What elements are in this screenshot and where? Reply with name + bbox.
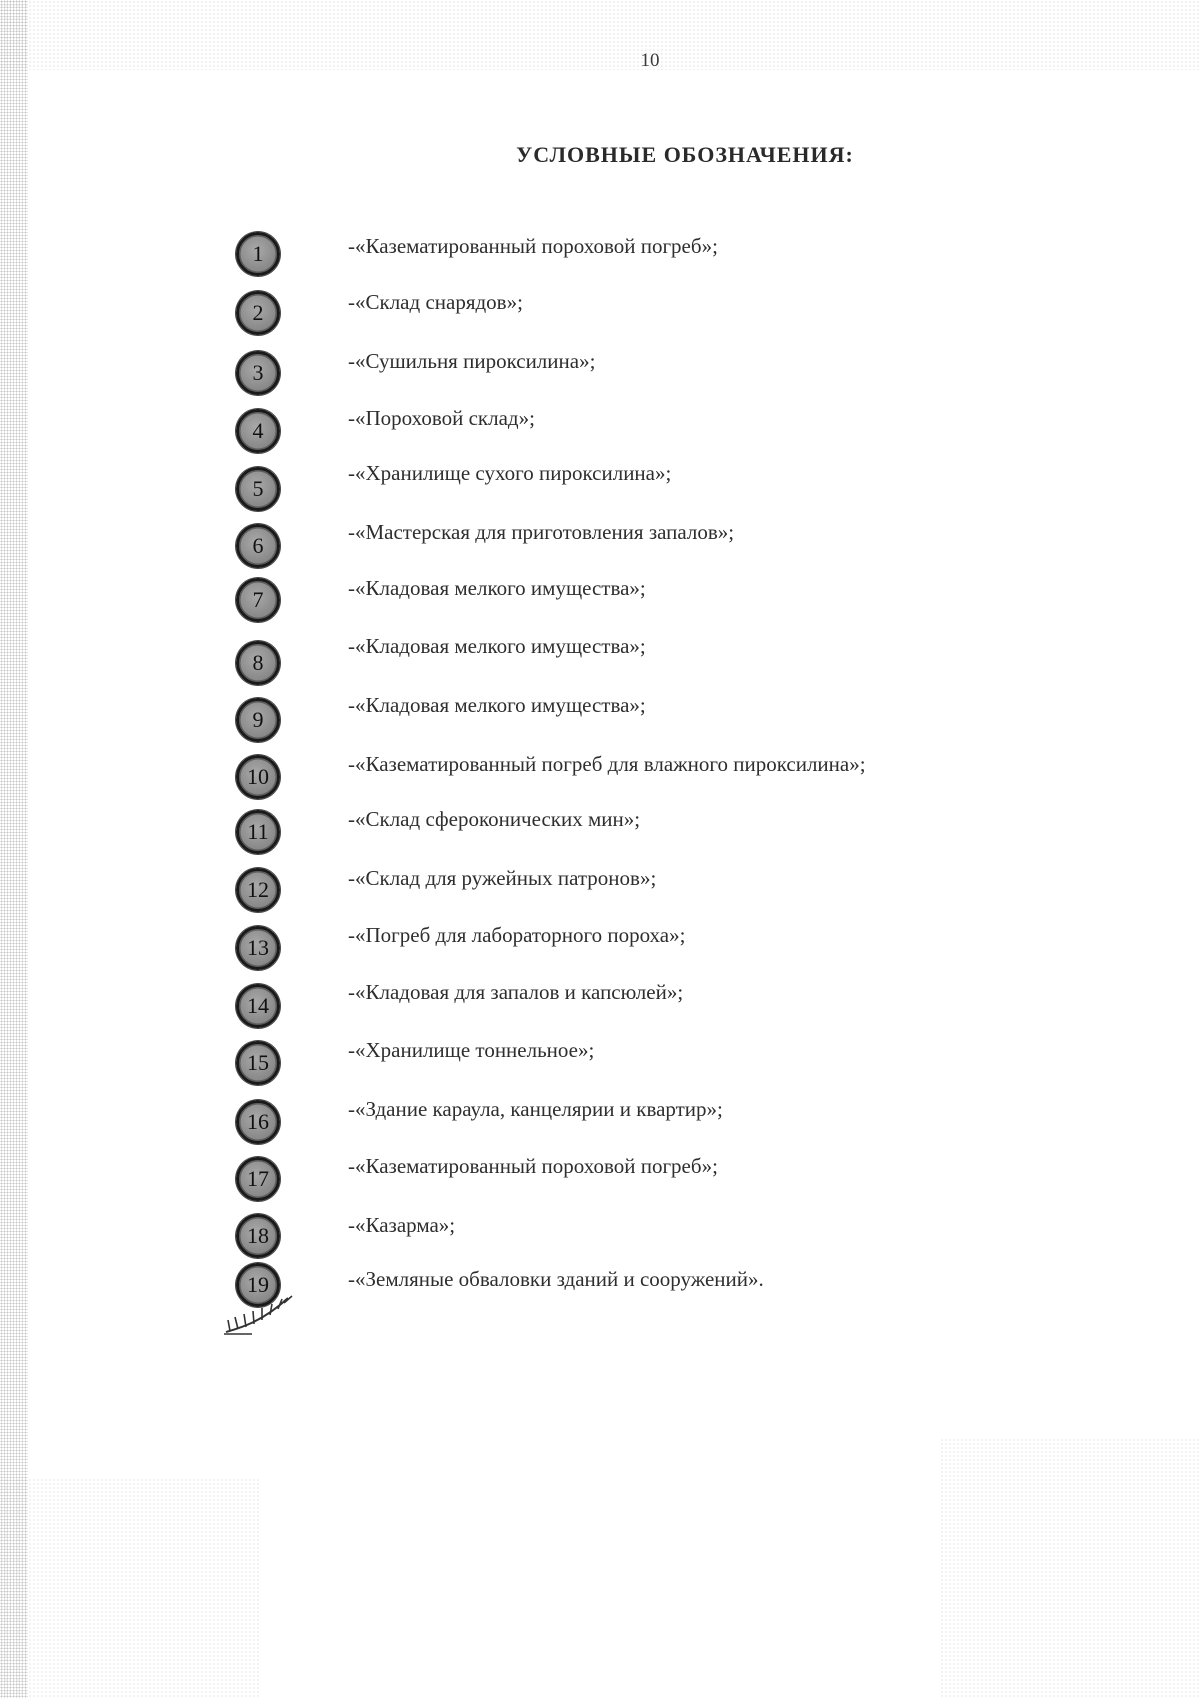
legend-item-text: -«Кладовая мелкого имущества»; bbox=[348, 693, 646, 717]
legend-item bbox=[0, 291, 1200, 341]
legend-item bbox=[0, 1214, 1200, 1264]
legend-item-text: -«Погреб для лабораторного пороха»; bbox=[348, 923, 686, 947]
number-marker-icon: 13 bbox=[236, 926, 280, 970]
number-marker-icon: 7 bbox=[236, 578, 280, 622]
legend-item bbox=[0, 923, 1200, 976]
number-marker-icon: 1 bbox=[236, 232, 280, 276]
legend-item bbox=[0, 578, 1200, 628]
number-marker-icon: 15 bbox=[236, 1041, 280, 1085]
legend-item-text: -«Мастерская для приготовления запалов»; bbox=[348, 520, 735, 544]
legend-item bbox=[0, 232, 1200, 282]
page-number: 10 bbox=[640, 50, 660, 71]
legend-item bbox=[0, 1263, 1200, 1313]
legend-item bbox=[0, 351, 1200, 401]
legend-item-text: -«Казематированный пороховой погреб»; bbox=[348, 1154, 718, 1178]
legend-item bbox=[0, 693, 1200, 748]
legend-item bbox=[0, 1038, 1200, 1091]
number-marker-icon: 9 bbox=[236, 698, 280, 742]
legend-item-text: -«Кладовая мелкого имущества»; bbox=[348, 634, 646, 658]
number-marker-icon: 17 bbox=[236, 1157, 280, 1201]
number-marker-icon: 4 bbox=[236, 409, 280, 453]
legend-title: УСЛОВНЫЕ ОБОЗНАЧЕНИЯ: bbox=[516, 142, 854, 167]
legend-item bbox=[0, 634, 1200, 691]
legend-item-text: -«Кладовая мелкого имущества»; bbox=[348, 576, 646, 600]
legend-item bbox=[0, 520, 1200, 574]
legend-item bbox=[0, 868, 1200, 918]
number-marker-icon: 5 bbox=[236, 467, 280, 511]
number-marker-icon: 8 bbox=[236, 641, 280, 685]
number-marker-icon: 11 bbox=[236, 810, 280, 854]
legend-item bbox=[0, 1154, 1200, 1207]
legend-item bbox=[0, 1097, 1200, 1150]
legend-item bbox=[0, 980, 1200, 1034]
number-marker-icon: 16 bbox=[236, 1100, 280, 1144]
legend-item-text: -«Склад сфероконических мин»; bbox=[348, 807, 641, 831]
legend-item bbox=[0, 807, 1200, 860]
legend-item-text: -«Пороховой склад»; bbox=[348, 406, 535, 430]
number-marker-icon: 10 bbox=[236, 755, 280, 799]
legend-item-text: -«Склад снарядов»; bbox=[348, 290, 523, 314]
legend-item-text: -«Казематированный пороховой погреб»; bbox=[348, 234, 718, 258]
legend-item bbox=[0, 752, 1200, 805]
number-marker-icon: 18 bbox=[236, 1214, 280, 1258]
legend-item-text: -«Здание караула, канцелярии и квартир»; bbox=[348, 1097, 723, 1121]
legend-item-text: -«Казематированный погреб для влажного пироксилина»; bbox=[348, 752, 866, 776]
number-marker-icon: 3 bbox=[236, 351, 280, 395]
legend-item-text: -«Склад для ружейных патронов»; bbox=[348, 866, 657, 890]
number-marker-icon: 2 bbox=[236, 291, 280, 335]
legend-item-text: -«Земляные обваловки зданий и сооружений». bbox=[348, 1267, 764, 1291]
number-marker-icon: 14 bbox=[236, 984, 280, 1028]
legend-item-text: -«Хранилище тоннельное»; bbox=[348, 1038, 595, 1062]
number-marker-icon: 19 bbox=[236, 1263, 280, 1307]
legend-item-text: -«Сушильня пироксилина»; bbox=[348, 349, 596, 373]
number-marker-icon: 12 bbox=[236, 868, 280, 912]
legend-item-text: -«Кладовая для запалов и капсюлей»; bbox=[348, 980, 684, 1004]
legend-item-text: -«Казарма»; bbox=[348, 1213, 456, 1237]
number-marker-icon: 6 bbox=[236, 524, 280, 568]
legend-item bbox=[0, 406, 1200, 459]
legend-item-text: -«Хранилище сухого пироксилина»; bbox=[348, 461, 672, 485]
embankment-hatch-icon bbox=[222, 1288, 298, 1338]
legend-item bbox=[0, 461, 1200, 517]
